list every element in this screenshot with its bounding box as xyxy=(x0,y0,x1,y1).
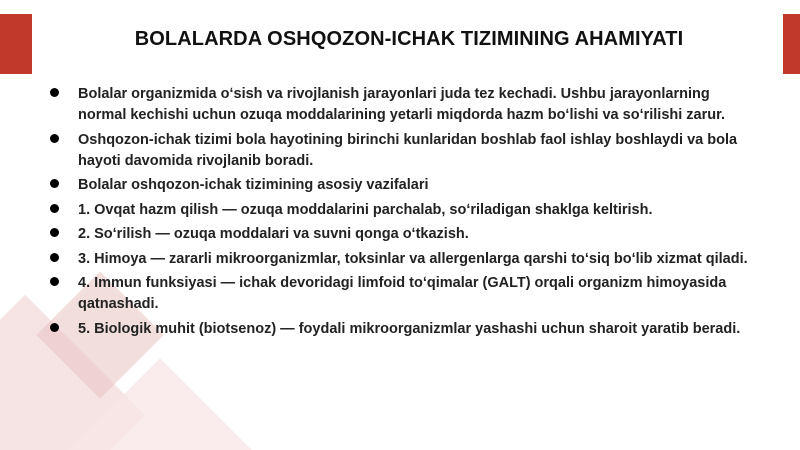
bullet-text: Bolalar organizmida oʻsish va rivojlanish jarayonlari juda tez kechadi. Ushbu jarayonlarning normal kechishi uchun ozuqa moddalarining yetarli miqdorda hazm boʻlishi va soʻrilishi zarur. xyxy=(78,86,725,123)
bullet-text: 2. Soʻrilish — ozuqa moddalari va suvni qonga oʻtkazish. xyxy=(78,226,469,242)
accent-bar-left xyxy=(0,14,32,74)
bullet-item xyxy=(50,200,750,221)
bullet-item xyxy=(50,319,750,340)
bullet-list xyxy=(50,84,750,343)
bullet-item xyxy=(50,84,750,126)
bullet-item xyxy=(50,130,750,172)
bullet-text: 1. Ovqat hazm qilish — ozuqa moddalarini parchalab, soʻriladigan shaklga keltirish. xyxy=(78,201,653,218)
bullet-dot-icon xyxy=(50,228,59,237)
bullet-dot-icon xyxy=(50,253,59,262)
bullet-item xyxy=(50,175,750,196)
bullet-item xyxy=(50,224,750,245)
bullet-text: 3. Himoya — zararli mikroorganizmlar, toksinlar va allergenlarga qarshi toʻsiq boʻlib xizmat qiladi. xyxy=(78,250,748,267)
bullet-dot-icon xyxy=(50,88,59,97)
bullet-dot-icon xyxy=(50,277,59,286)
bullet-dot-icon xyxy=(50,323,59,332)
bullet-text: 5. Biologik muhit (biotsenoz) — foydali mikroorganizmlar yashashi uchun sharoit yaratib beradi. xyxy=(78,320,741,337)
bullet-item xyxy=(50,273,750,315)
bullet-text: Oshqozon-ichak tizimi bola hayotining birinchi kunlaridan boshlab faol ishlay boshlaydi va bola hayoti davomida rivojlanib boradi. xyxy=(78,131,738,169)
bullet-item xyxy=(50,249,750,270)
accent-bar-right xyxy=(783,14,800,74)
bullet-text: 4. Immun funksiyasi — ichak devoridagi limfoid toʻqimalar (GALT) orqali organizm himoyasida qatnashadi. xyxy=(78,275,727,312)
bullet-dot-icon xyxy=(50,134,59,143)
bullet-text: Bolalar oshqozon-ichak tizimining asosiy vazifalari xyxy=(78,177,429,193)
bullet-dot-icon xyxy=(50,204,59,213)
slide-title: BOLALARDA OSHQOZON-ICHAK TIZIMINING AHAMIYATI xyxy=(134,28,684,50)
bullet-dot-icon xyxy=(50,179,59,188)
